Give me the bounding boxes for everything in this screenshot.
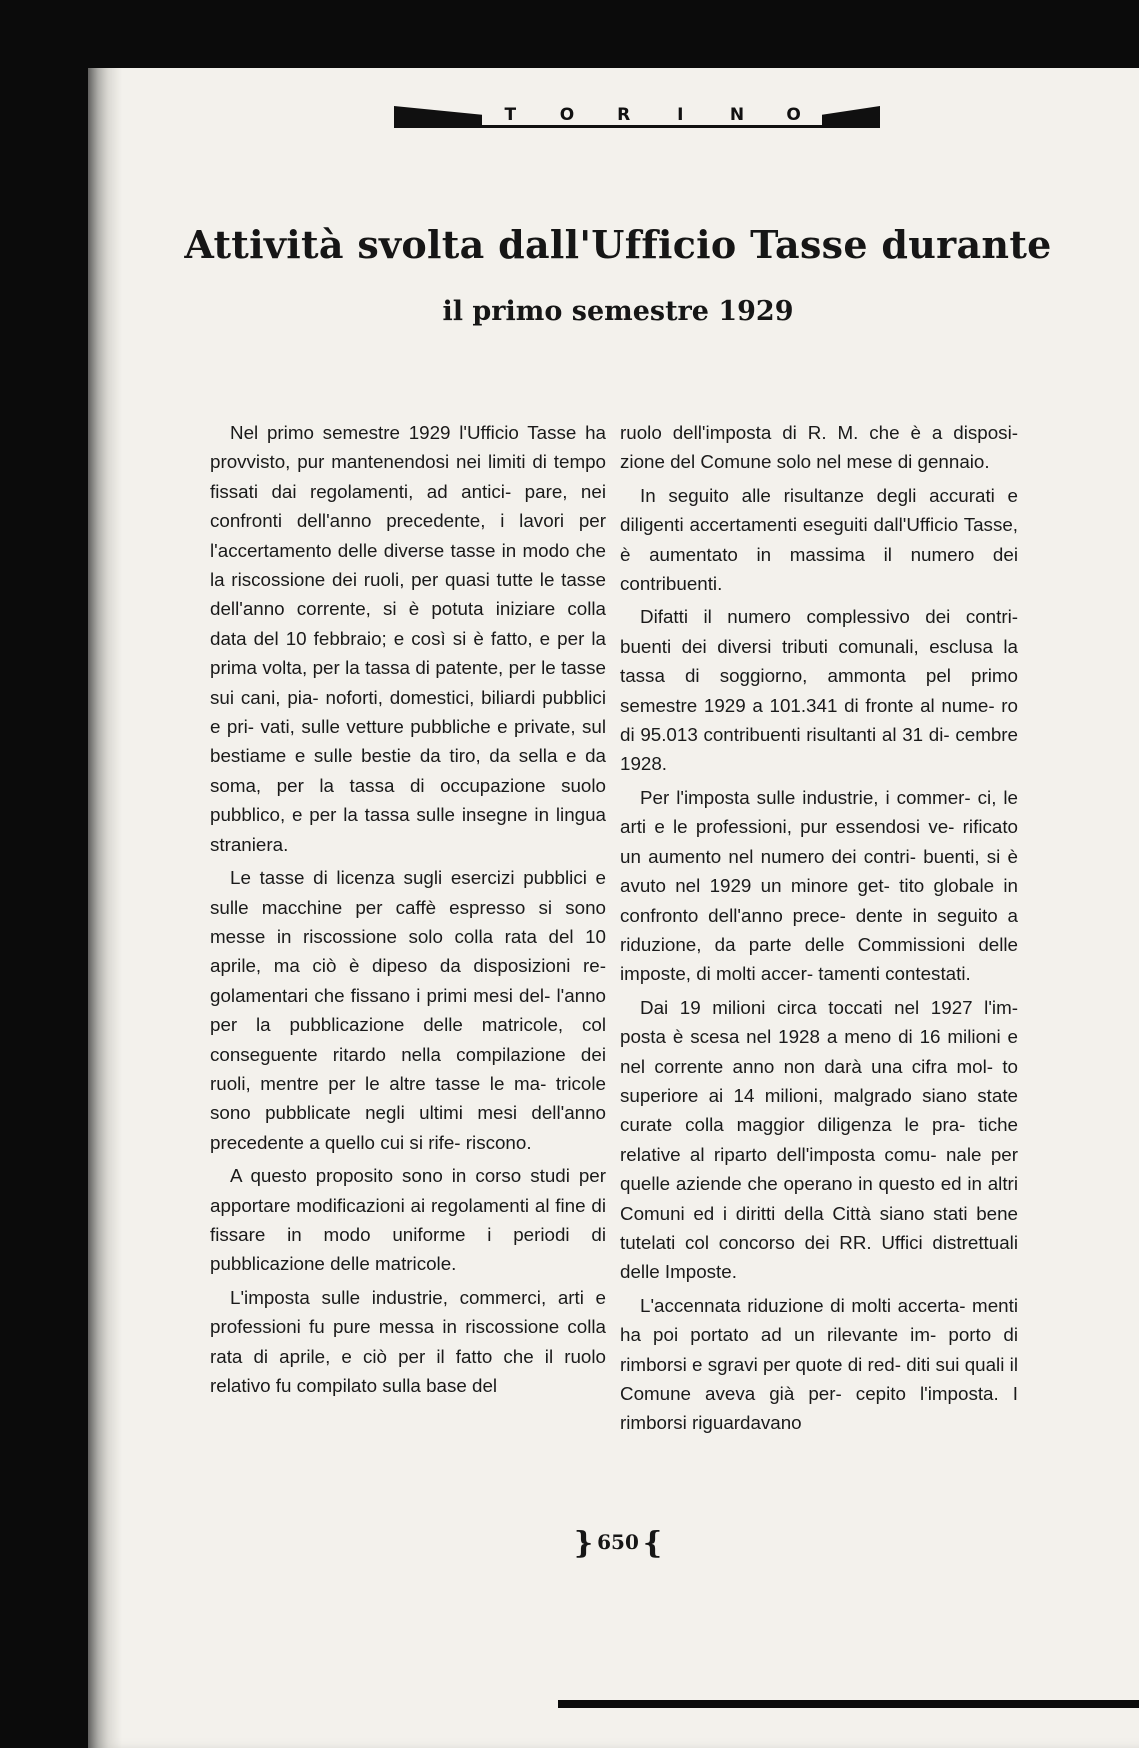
top-border-rule: [88, 48, 1139, 68]
paragraph: A questo proposito sono in corso studi per apportare modificazioni ai regolamenti al fine di fissare in modo uniforme i periodi di pubblicazione delle matricole.: [210, 1165, 606, 1275]
article-title: Attività svolta dall'Ufficio Tasse durante: [184, 222, 1052, 267]
paragraph-continuation: ruolo dell'imposta di R. M. che è a disposi- zione del Comune solo nel mese di gennaio.: [620, 422, 1018, 473]
paragraph: Difatti il numero complessivo dei contri- buenti dei diversi tributi comunali, esclusa la tassa di soggiorno, ammonta pel primo semestre 1929 a 101.341 di fronte al nume- ro di 95.013 contribuenti risultanti al 31 di- cembre 1928.: [620, 606, 1018, 775]
scanned-page: [88, 48, 1139, 1748]
article-subtitle: il primo semestre 1929: [442, 296, 794, 327]
banner-right-ornament: [822, 106, 880, 128]
paragraph: In seguito alle risultanze degli accurati e diligenti accertamenti eseguiti dall'Ufficio Tasse, è aumentato in massima il numero dei contribuenti.: [620, 484, 1018, 595]
banner-baseline: [482, 125, 822, 128]
paragraph: L'accennata riduzione di molti accerta- menti ha poi portato ad un rilevante im- porto di rimborsi e sgravi per quote di red- diti sui quali il Comune aveva già per- cepito l'imposta. I rimborsi riguardavano: [620, 1294, 1018, 1434]
bottom-border-rule: [558, 1700, 1139, 1708]
banner-letter: T: [504, 105, 517, 125]
city-banner: [394, 104, 880, 130]
banner-letter: I: [677, 105, 684, 125]
left-text-column: [210, 418, 606, 1404]
page-number-value: 650: [597, 1530, 639, 1554]
page-number-brace-left: }: [573, 1526, 594, 1561]
paragraph: Dai 19 milioni circa toccati nel 1927 l'im- posta è scesa nel 1928 a meno di 16 milioni e nel corrente anno non darà una cifra mol- to superiore ai 14 milioni, malgrado siano state curate colla maggior diligenza le pra- tiche relative al riparto dell'imposta comu- nale per quelle aziende che operano in questo ed in altri Comuni ed i diritti della Città siano stati bene tutelati col concorso dei RR. Uffici distrettuali delle Imposte.: [620, 996, 1018, 1283]
banner-letter: N: [729, 105, 745, 125]
banner-letter: R: [617, 105, 631, 125]
paragraph: Le tasse di licenza sugli esercizi pubblici e sulle macchine per caffè espresso si sono messe in riscossione solo colla rata del 10 aprile, ma ciò è dipeso da disposizioni re- golamentari che fissano i primi mesi del- l'anno per la pubblicazione delle matricole, col conseguente ritardo nella compilazione dei ruoli, mentre per le altre tasse le ma- tricole sono pubblicate negli ultimi mesi dell'anno precedente a quello cui si rife- riscono.: [210, 867, 606, 1153]
page-number: [88, 1526, 1139, 1561]
paragraph: Per l'imposta sulle industrie, i commer- ci, le arti e le professioni, pur essendosi ve- rificato un aumento nel numero dei contri- buenti, si è avuto nel 1929 un minore get- tito globale in confronto dell'anno prece- dente in seguito a riduzione, da parte delle Commissioni delle imposte, di molti accer- tamenti contestati.: [620, 786, 1018, 985]
banner-left-ornament: [394, 106, 482, 128]
right-text-column: [620, 418, 1018, 1442]
banner-letter: O: [559, 105, 575, 125]
banner-letters: [482, 104, 822, 126]
paragraph: L'imposta sulle industrie, commerci, arti e professioni fu pure messa in riscossione colla rata di aprile, e ciò per il fatto che il ruolo relativo fu compilato sulla base del: [210, 1286, 606, 1396]
paragraph: Nel primo semestre 1929 l'Ufficio Tasse ha provvisto, pur mantenendosi nei limiti di tempo fissati dai regolamenti, ad antici- pare, nei confronti dell'anno precedente, i lavori per l'accertamento delle diverse tasse in modo che la riscossione dei ruoli, per quasi tutte le tasse dell'anno corrente, si è potuta iniziare colla data del 10 febbraio; e così si è fatto, e per la prima volta, per la tassa di patente, per le tasse sui cani, pia- noforti, domestici, biliardi pubblici e pri- vati, sulle vetture pubbliche e private, sul bestiame e sulle bestie da tiro, da sella e da soma, per la tassa di occupazione suolo pubblico, e per la tassa sulle insegne in lingua straniera.: [210, 422, 606, 855]
banner-letter: O: [786, 105, 801, 125]
page-number-brace-right: {: [642, 1526, 663, 1561]
